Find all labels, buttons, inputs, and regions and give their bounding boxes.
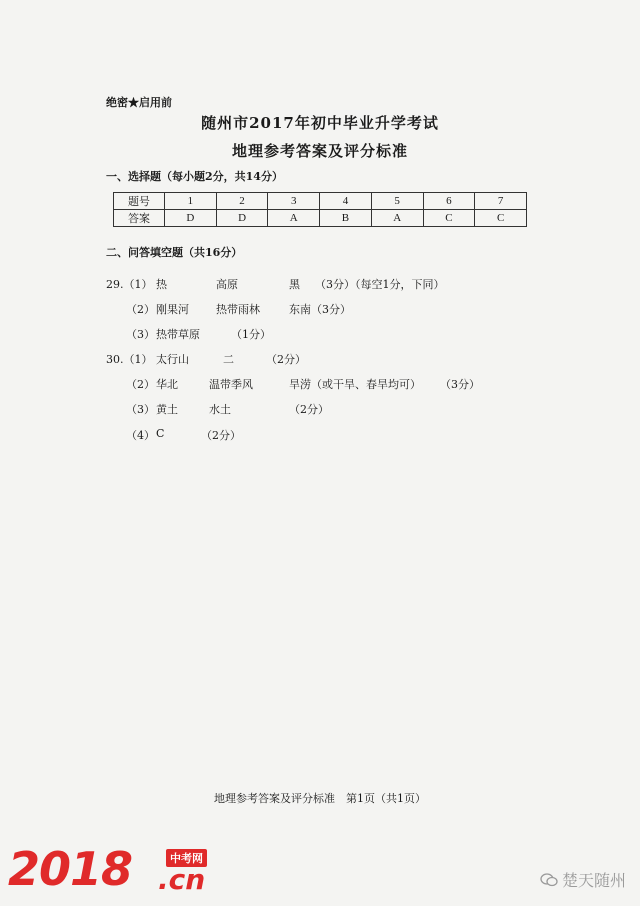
score-note: （2分） [266, 353, 306, 366]
question-label: （4） [126, 429, 155, 442]
question-label: （2） [126, 378, 155, 391]
confidential-label: 绝密★启用前 [106, 96, 172, 109]
logo-domain: .cn [158, 863, 206, 896]
table-cell-number: 7 [475, 193, 527, 210]
page-footer: 地理参考答案及评分标准 第1页（共1页） [214, 792, 426, 805]
score-note: （1分） [231, 328, 271, 341]
question-label: （2） [126, 303, 155, 316]
answer-item: 水土 [209, 403, 231, 416]
exam-title: 随州市2017年初中毕业升学考试 [201, 114, 439, 132]
question-label: （3） [126, 328, 155, 341]
question-label: 29.（1） [106, 278, 153, 291]
section-choice-heading: 一、选择题（每小题2分，共14分） [106, 170, 283, 183]
table-cell-answer: D [165, 210, 217, 227]
wechat-watermark [540, 868, 626, 891]
choice-answer-table [113, 192, 527, 227]
answer-item: 东南（3分） [289, 303, 351, 316]
table-cell-number: 2 [216, 193, 268, 210]
score-note: （2分） [201, 429, 241, 442]
answer-item: 黄土 [156, 403, 178, 416]
answer-item: 热带草原 [156, 328, 200, 341]
table-cell-number: 4 [320, 193, 372, 210]
table-header-number: 题号 [114, 193, 165, 210]
table-cell-number: 1 [165, 193, 217, 210]
answer-item: 华北 [156, 378, 178, 391]
table-cell-answer: B [320, 210, 372, 227]
answer-item: 黑 [289, 278, 300, 291]
table-cell-number: 6 [423, 193, 475, 210]
answer-item: 二 [223, 353, 234, 366]
table-cell-number: 3 [268, 193, 320, 210]
logo-tag: 中考网 [166, 849, 207, 867]
table-row-numbers [114, 193, 527, 210]
table-cell-number: 5 [371, 193, 423, 210]
answer-item: 温带季风 [209, 378, 253, 391]
wechat-account-name: 楚天随州 [561, 871, 626, 890]
table-cell-answer: C [423, 210, 475, 227]
answer-item: C [156, 427, 165, 440]
answer-item: 热带雨林 [216, 303, 260, 316]
score-note: （3分） [440, 378, 480, 391]
exam-subtitle: 地理参考答案及评分标准 [231, 142, 408, 160]
table-row-answers [114, 210, 527, 227]
answer-item: 太行山 [156, 353, 189, 366]
answer-item: 高原 [216, 278, 238, 291]
table-cell-answer: D [216, 210, 268, 227]
table-cell-answer: A [371, 210, 423, 227]
logo-year: 2018 [8, 842, 133, 896]
answer-item: 热 [156, 278, 167, 291]
answer-item: 刚果河 [156, 303, 189, 316]
score-note: （3分）（每空1分，下同） [315, 278, 445, 291]
wechat-icon [540, 873, 558, 887]
table-cell-answer: A [268, 210, 320, 227]
table-cell-answer: C [475, 210, 527, 227]
answer-item: 旱涝（或干旱、春旱均可） [289, 378, 421, 391]
question-label: （3） [126, 403, 155, 416]
question-label: 30.（1） [106, 353, 153, 366]
section-qa-heading: 二、问答填空题（共16分） [106, 246, 243, 259]
table-header-answer: 答案 [114, 210, 165, 227]
score-note: （2分） [289, 403, 329, 416]
